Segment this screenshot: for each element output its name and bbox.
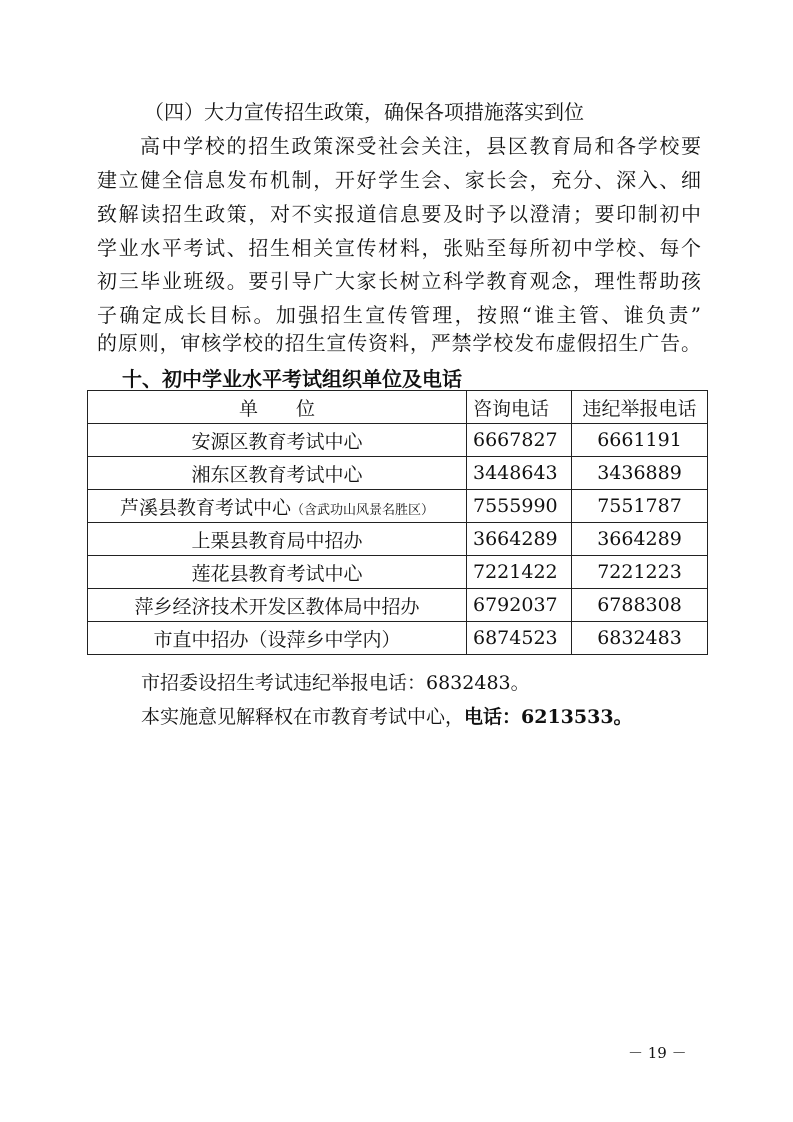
header-consult: 咨询电话 (467, 391, 572, 424)
section-heading-4: （四）大力宣传招生政策，确保各项措施落实到位 (144, 100, 584, 124)
consult-phone: 6667827 (467, 424, 572, 457)
report-phone: 6832483 (572, 622, 708, 655)
consult-phone: 6874523 (467, 622, 572, 655)
page-number: － 19 － (628, 1044, 687, 1062)
consult-phone: 7555990 (467, 490, 572, 523)
report-phone: 3436889 (572, 457, 708, 490)
unit-name: 芦溪县教育考试中心 (119, 496, 291, 519)
unit-cell (88, 523, 467, 556)
consult-phone: 7221422 (467, 556, 572, 589)
paragraph-line: 的原则，审核学校的招生宣传资料，严禁学校发布虚假招生广告。 (97, 331, 701, 355)
unit-cell (88, 424, 467, 457)
unit-cell (88, 622, 467, 655)
consult-phone: 6792037 (467, 589, 572, 622)
header-report: 违纪举报电话 (572, 391, 708, 424)
unit-cell (88, 490, 467, 523)
table-header-row (88, 391, 708, 424)
unit-name: 市直中招办（设萍乡中学内） (153, 628, 401, 651)
unit-name: 安源区教育考试中心 (191, 430, 363, 453)
unit-cell (88, 457, 467, 490)
unit-note: （含武功山风景名胜区） (291, 502, 435, 518)
paragraph-line: 子确定成长目标。加强招生宣传管理，按照“谁主管、谁负责” (97, 303, 701, 327)
table-row (88, 622, 708, 655)
report-phone: 3664289 (572, 523, 708, 556)
unit-name: 湘东区教育考试中心 (191, 463, 363, 486)
report-phone: 6661191 (572, 424, 708, 457)
unit-cell (88, 556, 467, 589)
consult-phone: 3448643 (467, 457, 572, 490)
section-heading-10: 十、初中学业水平考试组织单位及电话 (122, 367, 462, 391)
table-row (88, 490, 708, 523)
hotline-note: 市招委设招生考试违纪举报电话：6832483。 (141, 672, 530, 694)
paragraph-line: 致解读招生政策，对不实报道信息要及时予以澄清；要印制初中 (97, 202, 701, 226)
unit-name: 萍乡经济技术开发区教体局中招办 (134, 595, 420, 618)
consult-phone: 3664289 (467, 523, 572, 556)
paragraph-line: 初三毕业班级。要引导广大家长树立科学教育观念，理性帮助孩 (97, 269, 701, 293)
interpretation-text: 本实施意见解释权在市教育考试中心， (141, 706, 465, 728)
report-phone: 6788308 (572, 589, 708, 622)
interpretation-note (141, 702, 633, 729)
paragraph-line: 建立健全信息发布机制，开好学生会、家长会，充分、深入、细 (97, 168, 701, 192)
interpretation-phone: 电话：6213533。 (464, 706, 633, 728)
contact-table (87, 390, 708, 655)
table-row (88, 457, 708, 490)
paragraph-line: 学业水平考试、招生相关宣传材料，张贴至每所初中学校、每个 (97, 236, 701, 260)
unit-cell (88, 589, 467, 622)
unit-name: 莲花县教育考试中心 (191, 562, 363, 585)
table-row (88, 589, 708, 622)
paragraph-line: 高中学校的招生政策深受社会关注，县区教育局和各学校要 (140, 134, 701, 158)
report-phone: 7221223 (572, 556, 708, 589)
unit-name: 上栗县教育局中招办 (191, 529, 363, 552)
report-phone: 7551787 (572, 490, 708, 523)
table-row (88, 556, 708, 589)
table-row (88, 424, 708, 457)
header-unit: 单 位 (88, 391, 467, 424)
table-row (88, 523, 708, 556)
